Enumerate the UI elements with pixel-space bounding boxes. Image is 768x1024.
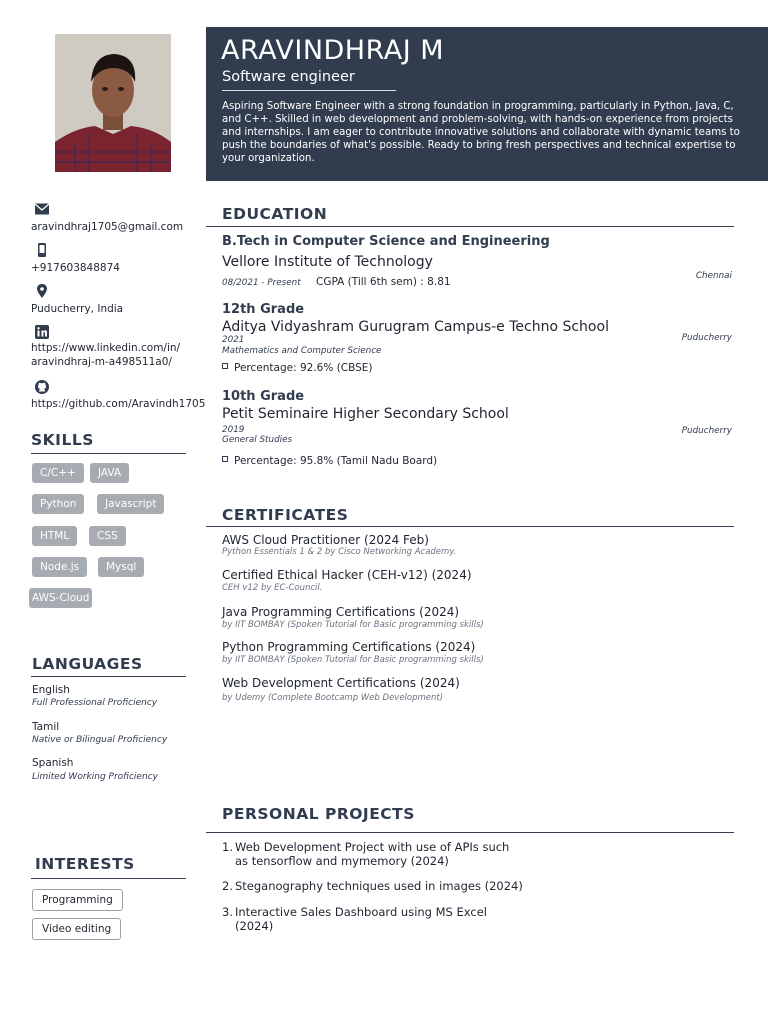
languages-heading: LANGUAGES [32,655,143,673]
skill-tag: Node.js [32,557,87,577]
skill-tag: C/C++ [32,463,84,483]
certificate-issuer: Python Essentials 1 & 2 by Cisco Networking Academy. [222,547,457,557]
certificate-title: Certified Ethical Hacker (CEH-v12) (2024) [222,568,472,582]
education-divider [206,226,734,227]
interests-divider [31,878,186,879]
header-band [206,27,768,181]
linkedin-url-line1[interactable]: https://www.linkedin.com/in/ [31,342,181,354]
skill-tag: Mysql [98,557,144,577]
profile-summary: Aspiring Software Engineer with a strong foundation in programming, particularly in Python, Java, C, and C++. Skilled in web development and problem-solving, with hands-on experience from projects and internships. I am eager to contribute innovative solutions and collaborate with dynamic teams to push the boundaries of what's possible. Ready to bring fresh perspectives and technical expertise to your organization. [222,101,740,164]
languages-divider [31,676,186,677]
job-title: Software engineer [222,69,355,85]
institution-name: Vellore Institute of Technology [222,254,433,270]
skills-divider [31,453,186,454]
linkedin-icon [34,324,50,340]
phone-number: +917603848874 [31,262,120,274]
phone-icon [34,242,50,258]
interest-tag: Video editing [32,918,121,940]
certificates-divider [206,526,734,527]
education-detail: CGPA (Till 6th sem) : 8.81 [316,276,451,288]
project-text: Steganography techniques used in images (2024) [235,879,523,893]
institution-name: Petit Seminaire Higher Secondary School [222,406,509,422]
project-number: 2. [222,879,233,893]
language-level: Native or Bilingual Proficiency [32,735,168,745]
certificate-title: Python Programming Certifications (2024) [222,640,476,654]
bullet-square-icon [222,456,228,462]
project-item [222,905,487,933]
skills-heading: SKILLS [31,431,94,449]
project-number: 1. [222,840,233,854]
github-icon [34,379,50,395]
projects-divider [206,832,734,833]
education-detail [222,455,437,467]
project-item [222,879,523,893]
certificate-issuer: by Udemy (Complete Bootcamp Web Development) [222,693,444,703]
location-pin-icon [34,283,50,299]
education-date: 2019 [222,425,245,435]
project-text-cont: (2024) [235,919,274,933]
github-link[interactable]: https://github.com/Aravindh1705 [31,398,206,410]
certificate-issuer: CEH v12 by EC-Council. [222,583,323,593]
language-name: English [32,684,70,696]
linkedin-url-line2[interactable]: aravindhraj-m-a498511a0/ [31,355,172,368]
project-text: Interactive Sales Dashboard using MS Excel [235,905,487,919]
education-location: Puducherry [681,426,732,436]
language-name: Spanish [32,757,74,769]
certificate-issuer: by IIT BOMBAY (Spoken Tutorial for Basic programming skills) [222,655,484,665]
education-detail-text: Percentage: 92.6% (CBSE) [234,362,373,374]
interests-heading: INTERESTS [35,855,135,873]
certificate-title: AWS Cloud Practitioner (2024 Feb) [222,533,429,547]
certificate-title: Java Programming Certifications (2024) [222,605,460,619]
project-item [222,840,509,868]
project-text: Web Development Project with use of APIs such [235,840,510,854]
interest-tag: Programming [32,889,123,911]
bullet-square-icon [222,363,228,369]
education-location: Chennai [695,271,732,281]
envelope-icon [34,202,50,218]
skill-tag: Python [32,494,84,514]
education-stream: General Studies [222,435,293,445]
linkedin-link[interactable] [31,342,180,369]
location-text: Puducherry, India [31,303,124,315]
degree-title: B.Tech in Computer Science and Engineering [222,234,550,249]
project-number: 3. [222,905,233,919]
education-stream: Mathematics and Computer Science [222,346,382,356]
profile-photo [55,34,171,172]
education-detail [222,362,372,374]
education-heading: EDUCATION [222,205,328,223]
degree-title: 10th Grade [222,389,305,404]
skill-tag: CSS [89,526,126,546]
certificate-title: Web Development Certifications (2024) [222,676,460,690]
skill-tag: Javascript [97,494,164,514]
education-location: Puducherry [681,333,732,343]
skill-tag: HTML [32,526,77,546]
title-underline [222,90,396,91]
language-name: Tamil [32,721,60,733]
language-level: Full Professional Proficiency [32,698,158,708]
email-link[interactable]: aravindhraj1705@gmail.com [31,221,184,233]
projects-heading: PERSONAL PROJECTS [222,805,415,823]
skill-tag: AWS-Cloud [29,588,92,608]
institution-name: Aditya Vidyashram Gurugram Campus-e Techno School [222,319,609,335]
skill-tag: JAVA [90,463,129,483]
certificate-issuer: by IIT BOMBAY (Spoken Tutorial for Basic programming skills) [222,620,484,630]
certificates-heading: CERTIFICATES [222,506,349,524]
degree-title: 12th Grade [222,302,305,317]
candidate-name: ARAVINDHRAJ M [221,35,445,66]
language-level: Limited Working Proficiency [32,772,158,782]
education-date: 2021 [222,335,245,345]
education-date: 08/2021 - Present [222,278,301,288]
education-detail-text: Percentage: 95.8% (Tamil Nadu Board) [234,455,438,467]
project-text-cont: as tensorflow and mymemory (2024) [235,854,449,868]
